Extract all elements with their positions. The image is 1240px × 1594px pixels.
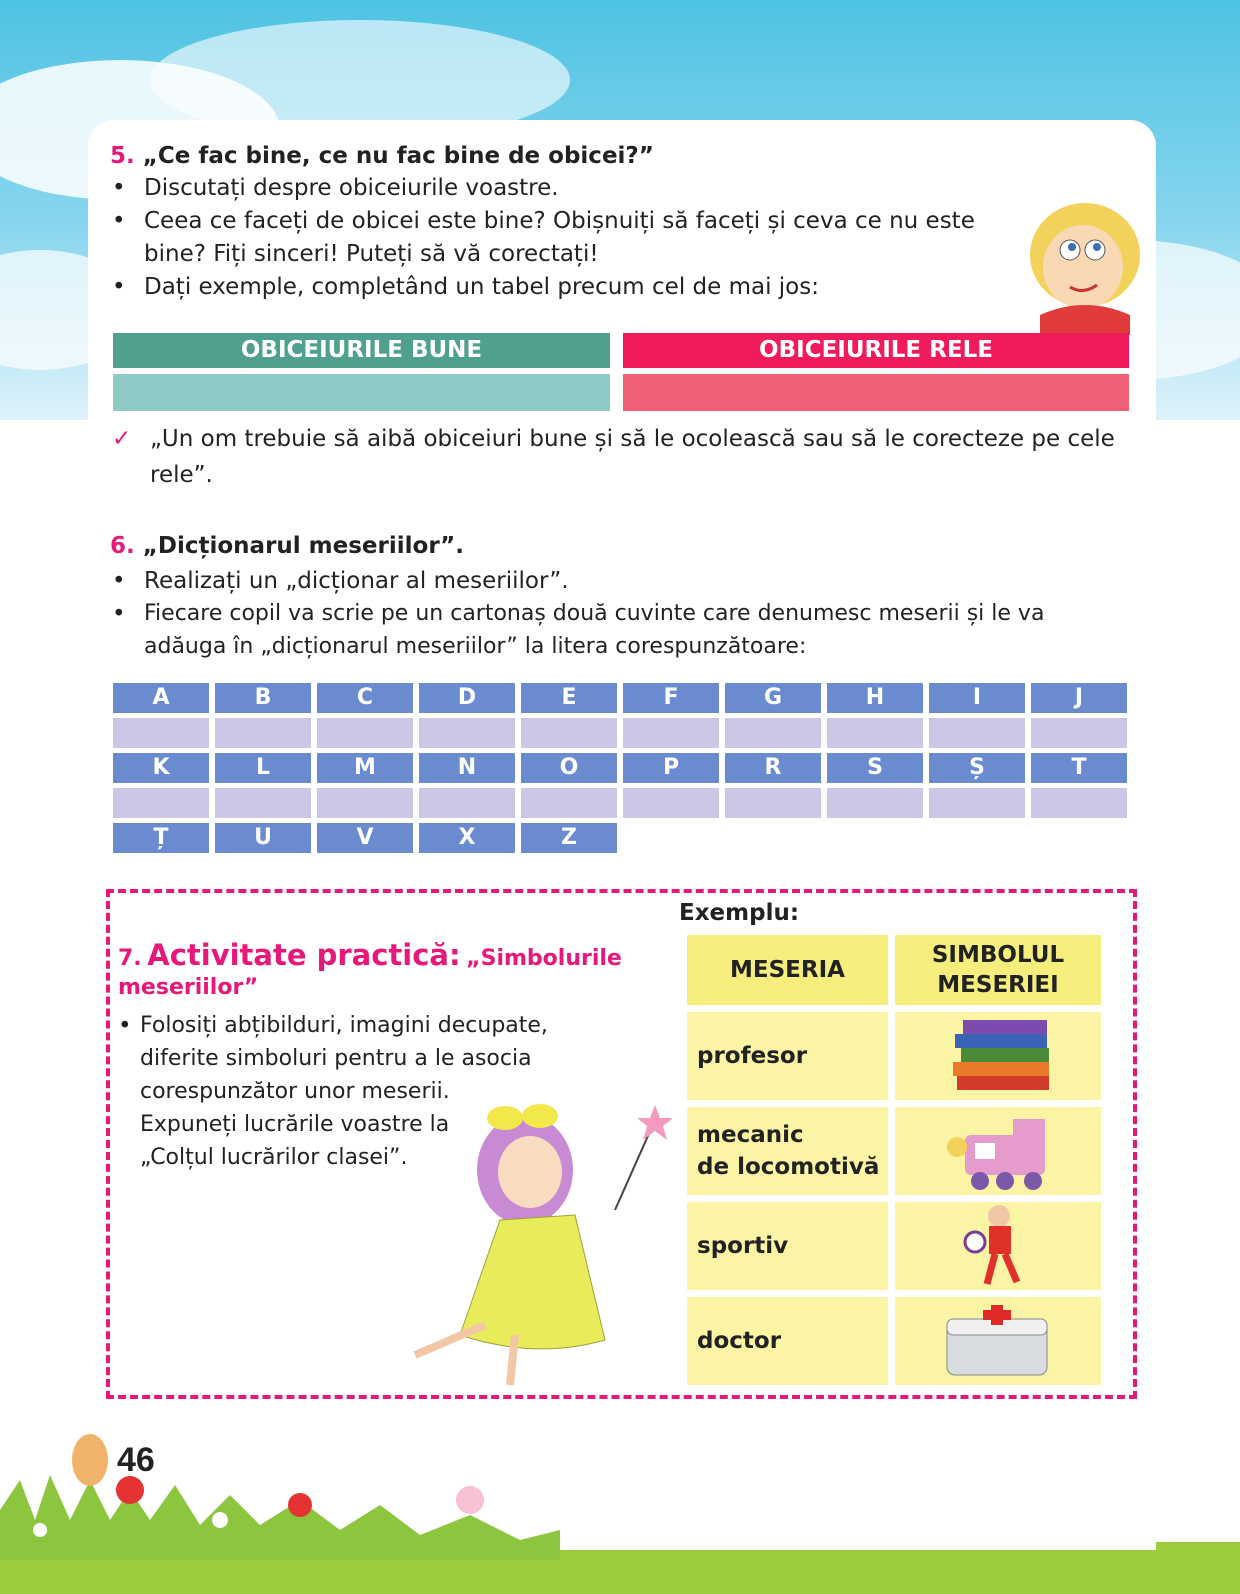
- letter-cell: H: [827, 683, 923, 713]
- section7-title: Activitate practică:: [147, 938, 461, 972]
- letter-cell: Ș: [929, 753, 1025, 783]
- section5-bullet: Discutați despre obiceiurile voastre.: [144, 175, 559, 201]
- section5-bullet: Dați exemple, completând un tabel precum cel de mai jos:: [144, 274, 819, 300]
- job-column-header: MESERIA: [687, 935, 888, 1005]
- quote-line: „Un om trebuie să aibă obiceiuri bune și să le ocolească sau să le corecteze pe cele: [150, 426, 1115, 452]
- letter-cell: G: [725, 683, 821, 713]
- symbol-column-header: SIMBOLUL MESERIEI: [895, 935, 1101, 1005]
- blank-cell: [419, 718, 515, 748]
- letter-cell: J: [1031, 683, 1127, 713]
- letter-cell: R: [725, 753, 821, 783]
- symbol-cell: [895, 1202, 1101, 1290]
- blank-cell: [419, 788, 515, 818]
- symbol-cell: [895, 1297, 1101, 1385]
- good-habits-header: OBICEIURILE BUNE: [113, 333, 610, 368]
- quote-line: rele”.: [150, 462, 213, 488]
- section7-number: 7.: [118, 946, 142, 971]
- bullet-dot: •: [112, 208, 126, 234]
- section5-title: „Ce fac bine, ce nu fac bine de obicei?”: [142, 143, 654, 169]
- letter-cell: B: [215, 683, 311, 713]
- blank-cell: [317, 718, 413, 748]
- letter-cell: I: [929, 683, 1025, 713]
- letter-cell: Ț: [113, 823, 209, 853]
- blank-cell: [1031, 788, 1127, 818]
- letter-cell: P: [623, 753, 719, 783]
- blank-cell: [113, 718, 209, 748]
- bad-habits-header: OBICEIURILE RELE: [623, 333, 1129, 368]
- section7-line: Expuneți lucrările voastre la: [140, 1112, 450, 1137]
- blank-cell: [113, 788, 209, 818]
- letter-cell: Z: [521, 823, 617, 853]
- blank-cell: [215, 788, 311, 818]
- meadow-decoration: [0, 1420, 560, 1560]
- blank-cell: [1031, 718, 1127, 748]
- section7-line: diferite simboluri pentru a le asocia: [140, 1046, 532, 1071]
- fairy-illustration: [405, 1100, 675, 1390]
- job-cell: doctor: [687, 1297, 888, 1385]
- letter-cell: L: [215, 753, 311, 783]
- job-line: de locomotivă: [697, 1154, 880, 1180]
- soccer-player-icon: [895, 1202, 1101, 1290]
- blank-cell: [827, 718, 923, 748]
- section6-heading: [110, 530, 464, 562]
- blank-cell: [929, 788, 1025, 818]
- letter-cell: D: [419, 683, 515, 713]
- thinking-girl-illustration: [1015, 195, 1155, 335]
- letter-cell: M: [317, 753, 413, 783]
- blank-cell: [521, 718, 617, 748]
- blank-cell: [725, 718, 821, 748]
- letter-cell: V: [317, 823, 413, 853]
- letter-cell: A: [113, 683, 209, 713]
- section6-number: 6.: [110, 533, 135, 559]
- section6-bullet: Realizați un „dicționar al meseriilor”.: [144, 568, 569, 594]
- blank-cell: [725, 788, 821, 818]
- letter-cell: T: [1031, 753, 1127, 783]
- section6-title: „Dicționarul meseriilor”.: [142, 533, 464, 559]
- good-habits-cell: [113, 374, 610, 411]
- letter-cell: S: [827, 753, 923, 783]
- blank-cell: [929, 718, 1025, 748]
- section6-bullet: Fiecare copil va scrie pe un cartonaș două cuvinte care denumesc meserii și le va: [144, 601, 1045, 626]
- section5-heading: [110, 140, 654, 172]
- bullet-dot: •: [112, 175, 126, 201]
- blank-cell: [317, 788, 413, 818]
- job-line: mecanic: [697, 1122, 804, 1148]
- letter-cell: K: [113, 753, 209, 783]
- section7-subtitle: meseriilor”: [118, 975, 259, 1000]
- bullet-dot: •: [112, 274, 126, 300]
- letter-cell: F: [623, 683, 719, 713]
- page-number: 46: [117, 1441, 155, 1479]
- letter-cell: O: [521, 753, 617, 783]
- letter-cell: N: [419, 753, 515, 783]
- job-cell: profesor: [687, 1012, 888, 1100]
- section6-bullet: adăuga în „dicționarul meseriilor” la litera corespunzătoare:: [144, 634, 807, 659]
- blank-cell: [623, 718, 719, 748]
- toy-train-icon: [895, 1107, 1101, 1195]
- letter-cell: X: [419, 823, 515, 853]
- checkmark-icon: ✓: [112, 426, 132, 452]
- letter-cell: C: [317, 683, 413, 713]
- letter-cell: U: [215, 823, 311, 853]
- blank-cell: [827, 788, 923, 818]
- job-cell: sportiv: [687, 1202, 888, 1290]
- job-cell: [687, 1107, 888, 1195]
- blank-cell: [521, 788, 617, 818]
- section7-subtitle: „Simbolurile: [466, 946, 622, 971]
- first-aid-kit-icon: [895, 1297, 1101, 1385]
- section7-line: corespunzător unor meserii.: [140, 1079, 450, 1104]
- blank-cell: [623, 788, 719, 818]
- section5-bullet: Ceea ce faceți de obicei este bine? Obișnuiți să faceți și ceva ce nu este: [144, 208, 975, 234]
- books-icon: [895, 1012, 1101, 1100]
- section7-line: „Colțul lucrărilor clasei”.: [140, 1145, 408, 1170]
- section7-heading: [118, 938, 622, 972]
- section5-bullet: bine? Fiți sinceri! Puteți să vă corectați!: [144, 241, 599, 267]
- example-label: Exemplu:: [679, 900, 800, 926]
- section5-number: 5.: [110, 143, 135, 169]
- letter-cell: E: [521, 683, 617, 713]
- bullet-dot: •: [112, 601, 126, 627]
- section7-line: Folosiți abțibilduri, imagini decupate,: [140, 1013, 548, 1038]
- bullet-dot: •: [112, 568, 126, 594]
- blank-cell: [215, 718, 311, 748]
- symbol-cell: [895, 1012, 1101, 1100]
- bad-habits-cell: [623, 374, 1129, 411]
- bullet-dot: •: [118, 1013, 132, 1039]
- symbol-cell: [895, 1107, 1101, 1195]
